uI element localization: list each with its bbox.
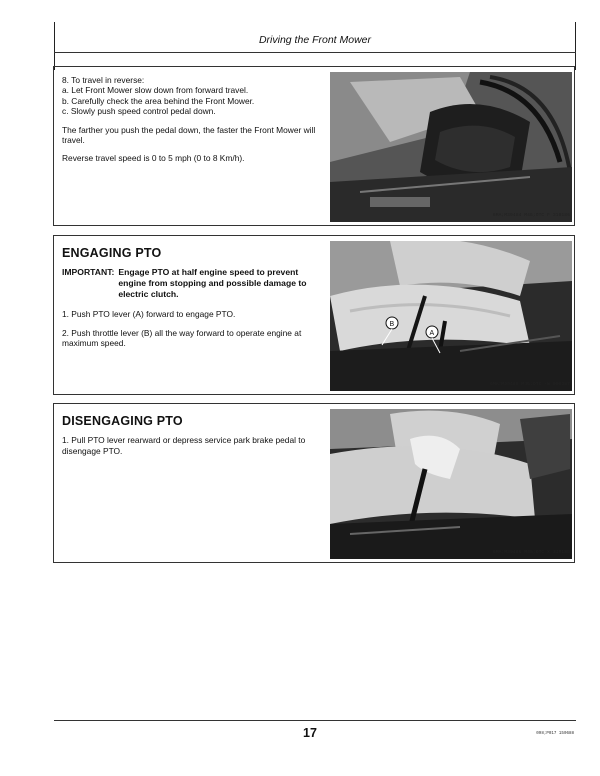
- photo-caption: 6MA;M39484 M45;OTC F 310186: [492, 213, 570, 218]
- section-title: DISENGAGING PTO: [62, 414, 183, 428]
- pto-lever-photo: [330, 241, 572, 391]
- reverse-speed-paragraph: Reverse travel speed is 0 to 5 mph (0 to 8 Km/h).: [62, 153, 245, 164]
- page-frame-left: [54, 22, 55, 70]
- callout-a: A: [429, 330, 435, 337]
- section-engaging-pto: [53, 235, 575, 395]
- step-line: a. Let Front Mower slow down from forward travel.: [62, 85, 249, 96]
- page-frame-right: [575, 22, 576, 70]
- footer-code: 098;P017 150688: [536, 732, 574, 736]
- running-header: Driving the Front Mower: [258, 34, 372, 46]
- header-rule: [54, 52, 576, 53]
- pto-disengage-photo: [330, 409, 572, 559]
- section-text: [62, 75, 324, 172]
- section-title: ENGAGING PTO: [62, 246, 162, 260]
- footer-rule: [54, 720, 576, 721]
- step-engage-pto: 1. Push PTO lever (A) forward to engage PTO.: [62, 309, 236, 320]
- pedal-paragraph: The farther you push the pedal down, the faster the Front Mower will travel.: [62, 124, 316, 146]
- page-number: 17: [303, 726, 317, 740]
- reverse-pedal-photo: [330, 72, 572, 222]
- important-text: Engage PTO at half engine speed to prevent engine from stopping and possible damage to electric clutch.: [118, 267, 307, 300]
- step-line: 8. To travel in reverse:: [62, 75, 145, 85]
- important-label: IMPORTANT:: [62, 267, 115, 278]
- step-line: c. Slowly push speed control pedal down.: [62, 106, 216, 117]
- section-text: [62, 412, 324, 464]
- section-reverse-travel: [53, 66, 575, 226]
- step-line: b. Carefully check the area behind the Front Mower.: [62, 95, 255, 106]
- reverse-steps: [62, 75, 324, 117]
- important-notice: [62, 267, 324, 300]
- photo-caption: 6MA;M39485 M45;OTC -W 090387: [490, 382, 570, 387]
- section-disengaging-pto: [53, 403, 575, 563]
- section-text: [62, 244, 324, 357]
- step-throttle: 2. Push throttle lever (B) all the way forward to operate engine at maximum speed.: [62, 327, 302, 349]
- callout-b: B: [389, 321, 395, 328]
- step-disengage-pto: 1. Pull PTO lever rearward or depress service park brake pedal to disengage PTO.: [62, 435, 306, 456]
- photo-caption: 6MA;M39486 M45;OTC X 310186: [492, 550, 570, 555]
